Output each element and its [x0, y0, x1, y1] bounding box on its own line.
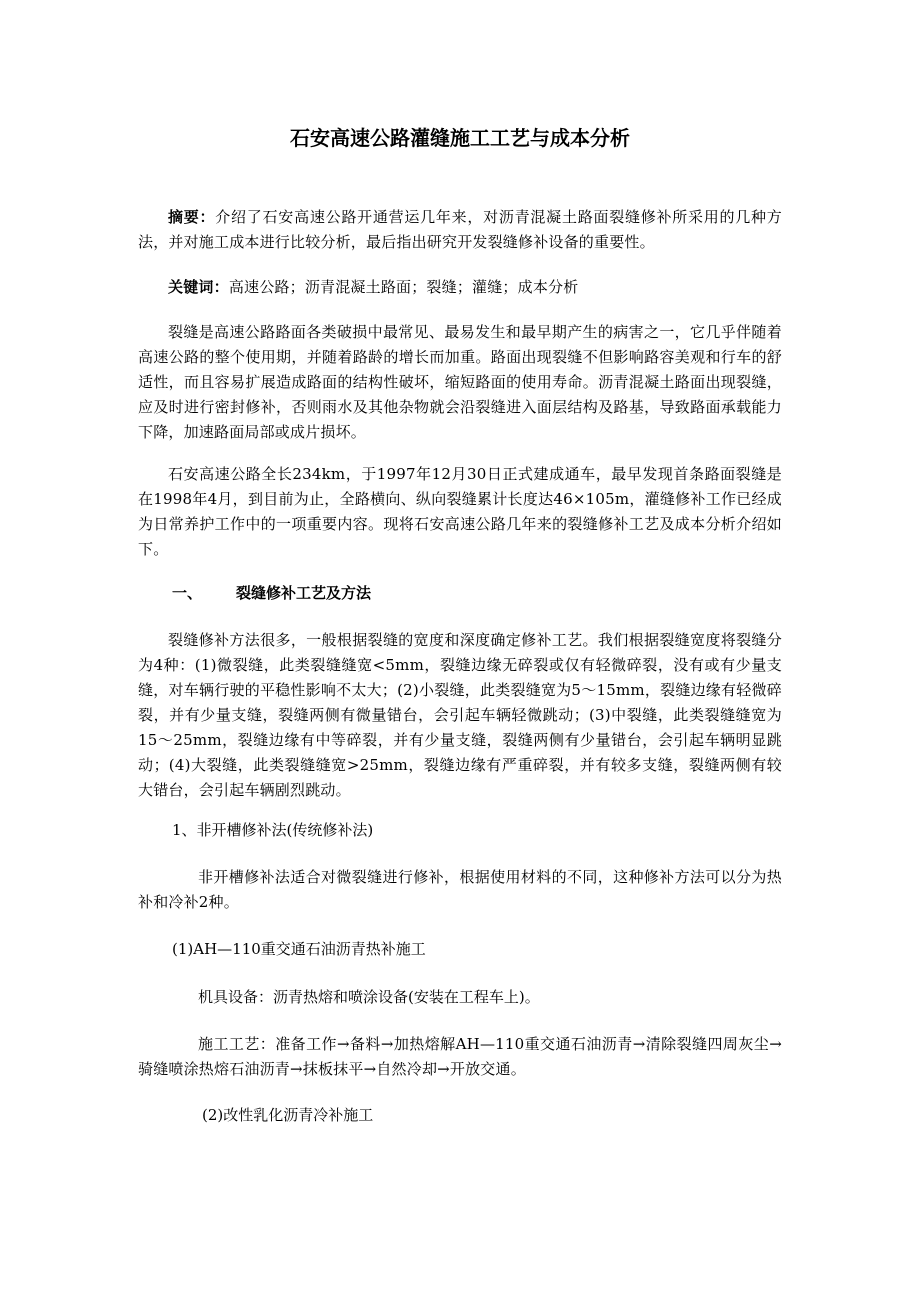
- method-1-heading: 1、非开槽修补法(传统修补法): [172, 821, 374, 839]
- keywords-label: 关键词：: [168, 278, 229, 296]
- intro-paragraph-2: 石安高速公路全长234km，于1997年12月30日正式建成通车，最早发现首条路面裂缝是在1998年4月，到目前为止，全路横向、纵向裂缝累计长度达46×105m，灌缝修补工作已经成为日常养护工作中的一项重要内容。现将石安高速公路几年来的裂缝修补工艺及成本分析介绍如下。: [138, 465, 782, 558]
- subsection-1-process: 施工工艺：准备工作→备料→加热熔解AH—110重交通石油沥青→清除裂缝四周灰尘→骑缝喷涂热熔石油沥青→抹板抹平→自然冷却→开放交通。: [138, 1035, 782, 1078]
- document-title: 石安高速公路灌缝施工工艺与成本分析: [290, 126, 630, 150]
- section-1-heading: [172, 581, 371, 606]
- keywords-paragraph: [138, 275, 782, 300]
- abstract-paragraph: [138, 205, 782, 255]
- keywords-text: 高速公路；沥青混凝土路面；裂缝；灌缝；成本分析: [228, 278, 579, 296]
- method-1-paragraph: 非开槽修补法适合对微裂缝进行修补，根据使用材料的不同，这种修补方法可以分为热补和冷补2种。: [138, 868, 782, 911]
- section-1-title: 裂缝修补工艺及方法: [236, 584, 372, 602]
- subsection-1-equipment: 机具设备：沥青热熔和喷涂设备(安装在工程车上)。: [198, 988, 540, 1006]
- intro-paragraph-1: 裂缝是高速公路路面各类破损中最常见、最易发生和最早期产生的病害之一，它几乎伴随着高速公路的整个使用期，并随着路龄的增长而加重。路面出现裂缝不但影响路容美观和行车的舒适性，而且容易扩展造成路面的结构性破坏，缩短路面的使用寿命。沥青混凝土路面出现裂缝，应及时进行密封修补，否则雨水及其他杂物就会沿裂缝进入面层结构及路基，导致路面承载能力下降，加速路面局部或成片损坏。: [138, 323, 782, 441]
- section-1-number: 一、: [172, 584, 203, 602]
- abstract-text: 介绍了石安高速公路开通营运几年来，对沥青混凝土路面裂缝修补所采用的几种方法，并对施工成本进行比较分析，最后指出研究开发裂缝修补设备的重要性。: [138, 208, 782, 251]
- section-1-paragraph: 裂缝修补方法很多，一般根据裂缝的宽度和深度确定修补工艺。我们根据裂缝宽度将裂缝分为4种：(1)微裂缝，此类裂缝缝宽<5mm，裂缝边缘无碎裂或仅有轻微碎裂，没有或有少量支缝，对车辆行驶的平稳性影响不太大；(2)小裂缝，此类裂缝宽为5～15mm，裂缝边缘有轻微碎裂，并有少量支缝，裂缝两侧有微量错台，会引起车辆轻微跳动；(3)中裂缝，此类裂缝缝宽为15～25mm，裂缝边缘有中等碎裂，并有少量支缝，裂缝两侧有少量错台，会引起车辆明显跳动；(4)大裂缝，此类裂缝缝宽>25mm，裂缝边缘有严重碎裂，并有较多支缝，裂缝两侧有较大错台，会引起车辆剧烈跳动。: [138, 631, 782, 799]
- subsection-2-heading: (2)改性乳化沥青冷补施工: [202, 1106, 374, 1124]
- subsection-1-heading: (1)AH—110重交通石油沥青热补施工: [172, 940, 426, 958]
- abstract-label: 摘要：: [168, 208, 216, 226]
